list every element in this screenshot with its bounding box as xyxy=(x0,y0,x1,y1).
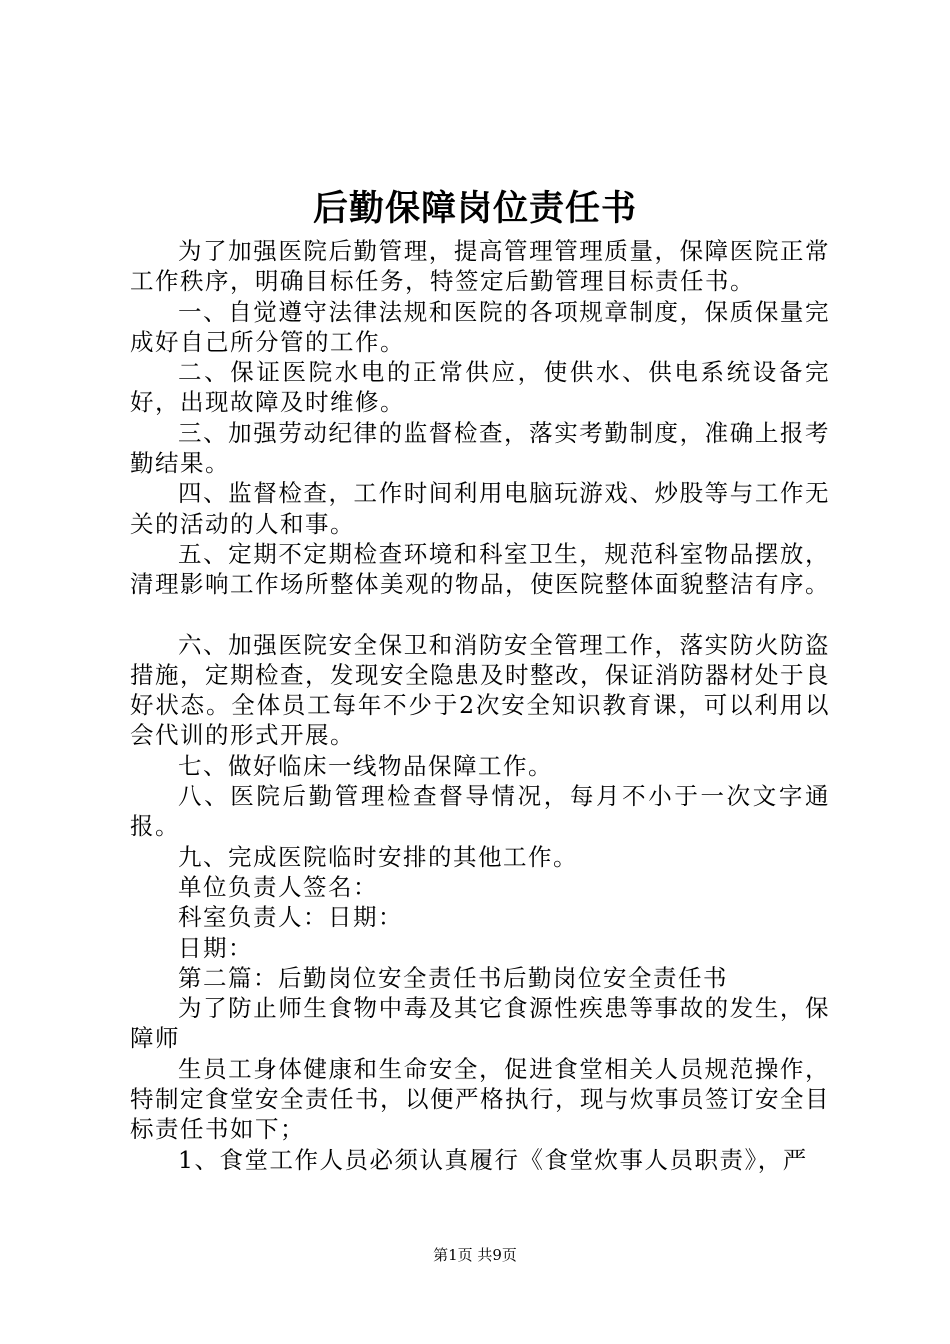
signature-dept-head: 科室负责人：日期： xyxy=(178,903,403,932)
section-heading-part-two: 第二篇：后勤岗位安全责任书后勤岗位安全责任书 xyxy=(178,963,728,992)
paragraph-item-4: 四、监督检查，工作时间利用电脑玩游戏、炒股等与工作无关的活动的人和事。 xyxy=(130,479,830,538)
paragraph-item-1: 一、自觉遵守法律法规和医院的各项规章制度，保质保量完成好自己所分管的工作。 xyxy=(130,297,830,356)
paragraph-part-two-item-1: 1、食堂工作人员必须认真履行《食堂炊事人员职责》，严 xyxy=(178,1145,808,1174)
signature-unit-head: 单位负责人签名： xyxy=(178,872,378,901)
paragraph-item-5: 五、定期不定期检查环境和科室卫生，规范科室物品摆放，清理影响工作场所整体美观的物品，使医院整体面貌整洁有序。 xyxy=(130,539,830,599)
paragraph-item-6: 六、加强医院安全保卫和消防安全管理工作，落实防火防盗措施，定期检查，发现安全隐患及时整改，保证消防器材处于良好状态。全体员工每年不少于2次安全知识教育课，可以利用以会代训的形式开展。 xyxy=(130,630,830,750)
page-footer: 第1页 共9页 xyxy=(433,1246,517,1264)
document-title: 后勤保障岗位责任书 xyxy=(312,188,637,229)
paragraph-part-two-continued: 生员工身体健康和生命安全，促进食堂相关人员规范操作，特制定食堂安全责任书，以便严格执行，现与炊事员签订安全目标责任书如下； xyxy=(130,1054,830,1144)
paragraph-part-two-intro: 为了防止师生食物中毒及其它食源性疾患等事故的发生，保障师 xyxy=(130,994,830,1053)
signature-date: 日期： xyxy=(178,933,253,962)
document-body xyxy=(130,236,830,1175)
paragraph-item-8: 八、医院后勤管理检查督导情况，每月不小于一次文字通报。 xyxy=(130,782,830,841)
paragraph-item-2: 二、保证医院水电的正常供应，使供水、供电系统设备完好，出现故障及时维修。 xyxy=(130,358,830,417)
paragraph-item-3: 三、加强劳动纪律的监督检查，落实考勤制度，准确上报考勤结果。 xyxy=(130,418,830,478)
paragraph-item-9: 九、完成医院临时安排的其他工作。 xyxy=(178,842,578,871)
paragraph-intro: 为了加强医院后勤管理，提高管理管理质量，保障医院正常工作秩序，明确目标任务，特签定后勤管理目标责任书。 xyxy=(130,237,830,296)
blank-line xyxy=(130,600,830,630)
paragraph-item-7: 七、做好临床一线物品保障工作。 xyxy=(178,751,553,780)
